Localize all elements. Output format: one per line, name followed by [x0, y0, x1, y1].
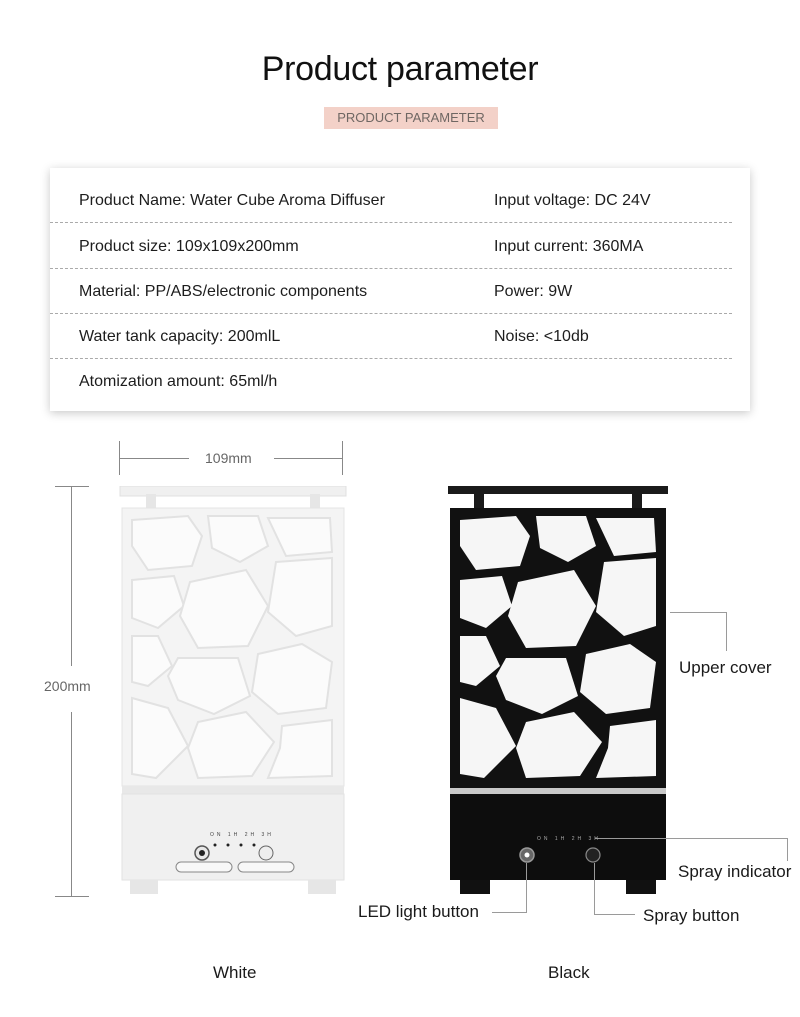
black-timer-labels — [537, 836, 601, 842]
upper-cover-leader — [670, 612, 727, 651]
section-subtitle-badge: PRODUCT PARAMETER — [324, 107, 498, 129]
table-row — [50, 269, 750, 314]
spray-indicator-label: Spray indicator — [678, 862, 792, 881]
timer-1h-label: 1H — [227, 832, 241, 838]
timer-2h-label: 2H — [571, 836, 585, 842]
height-dimension-line-bottom — [71, 712, 72, 896]
spray-button-label: Spray button — [643, 906, 740, 925]
height-dimension-line-top — [71, 486, 72, 666]
timer-on-label: ON — [537, 836, 551, 842]
led-light-button-label: LED light button — [358, 902, 479, 921]
table-row — [50, 359, 750, 404]
width-dimension-line-left — [119, 458, 189, 459]
table-row — [50, 314, 750, 359]
white-timer-labels — [210, 832, 274, 838]
width-dimension-tick-right — [342, 441, 343, 475]
param-product-size: Product size: 109x109x200mm — [79, 238, 299, 255]
width-dimension-line-right — [274, 458, 342, 459]
led-button-leader — [492, 863, 527, 913]
spray-button-leader — [594, 863, 635, 915]
upper-cover-label: Upper cover — [679, 658, 772, 677]
variant-black-caption: Black — [548, 963, 590, 982]
param-product-name: Product Name: Water Cube Aroma Diffuser — [79, 192, 385, 209]
height-dimension-tick-top — [55, 486, 89, 487]
variant-white-caption: White — [213, 963, 257, 982]
param-power: Power: 9W — [494, 283, 573, 300]
timer-2h-label: 2H — [244, 832, 258, 838]
timer-3h-label: 3H — [261, 832, 274, 838]
timer-3h-label: 3H — [588, 836, 601, 842]
page-title: Product parameter — [261, 50, 539, 88]
param-material: Material: PP/ABS/electronic components — [79, 283, 368, 300]
spray-indicator-leader — [595, 838, 788, 861]
param-atomization: Atomization amount: 65ml/h — [79, 373, 278, 390]
timer-1h-label: 1H — [554, 836, 568, 842]
param-input-voltage: Input voltage: DC 24V — [494, 192, 651, 209]
param-water-tank: Water tank capacity: 200mlL — [79, 328, 281, 345]
parameter-table — [50, 168, 750, 411]
table-row — [50, 224, 750, 269]
height-dimension-tick-bottom — [55, 896, 89, 897]
height-dimension-label: 200mm — [44, 678, 91, 694]
width-dimension-label: 109mm — [205, 450, 252, 466]
table-row — [50, 178, 750, 223]
param-input-current: Input current: 360MA — [494, 238, 644, 255]
timer-on-label: ON — [210, 832, 224, 838]
param-noise: Noise: <10db — [494, 328, 589, 345]
